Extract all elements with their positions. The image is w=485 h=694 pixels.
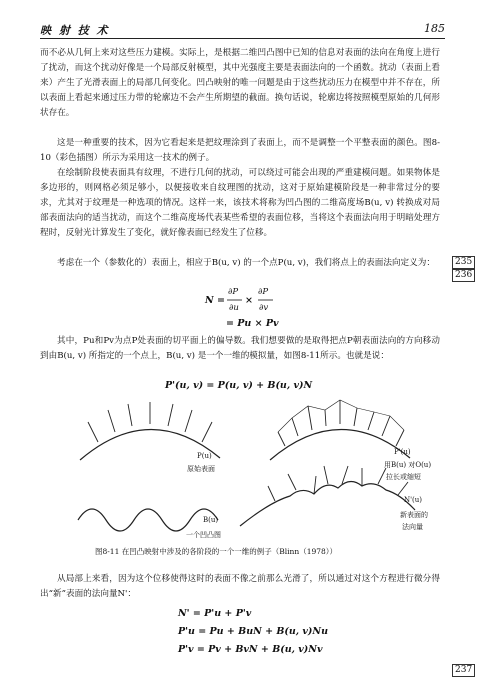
figure-caption: 图8-11 在凹凸映射中涉及的各阶段的一个一维的例子（Blinn（1978）） <box>95 547 338 556</box>
eq-pv-prime: P'v = Pv + BvN + B(u, v)Nv <box>178 644 323 655</box>
figure-8-11 <box>70 398 430 544</box>
displaced-surface-base <box>270 429 410 460</box>
eq-partial-u-den: ∂u <box>229 303 239 313</box>
new-surface-curve <box>240 481 415 526</box>
label-pu-prime: P'(u) <box>394 448 411 456</box>
eq-new-normal: N' = P'u + P'v <box>178 608 252 619</box>
label-new-normal-1: 新表面的 <box>400 511 428 519</box>
running-header <box>40 22 445 39</box>
eq-partial-u-num: ∂P <box>228 287 239 297</box>
paragraph-1: 而不必从几何上来对这些压力建模。实际上，是根据二维凹凸图中已知的信息对表面的法向在角度上进行了扰动，而这个扰动好像是一个局部反射模型，其中光强度主要是表面法向的一个函数。扰动（表面上看来）产生了光滑表面上的局部几何变化。凹凸映射的唯一问题是由于这些扰动压力在模型中并不存在，所以表面上看起来通过压力带的轮廓边不会产生所期望的截面。换句话说，轮廓边将按照模型原始的几何形状存在。 <box>40 48 440 118</box>
label-lengthened-2: 拉长或缩短 <box>386 473 421 481</box>
eq-pu-prime: P'u = Pu + BuN + B(u, v)Nu <box>178 626 329 637</box>
header-page-number: 185 <box>424 22 445 35</box>
paragraph-5: 其中，Pu和Pv为点P处表面的切平面上的偏导数。我们想要做的是取得把点P朝表面法向的方向移动到由B(u, v) 所指定的一个点上，B(u, v) 是一个一维的模拟量，如图8-11所示。也就是说： <box>40 336 440 361</box>
label-lengthened-1: 用B(u) 对O(u) <box>384 461 432 469</box>
label-bu: B(u) <box>203 516 219 524</box>
label-original-surface: 原始表面 <box>187 465 215 473</box>
margin-number-end: 237 <box>452 664 475 677</box>
margin-number-bottom: 236 <box>452 269 475 282</box>
displaced-surface-normals <box>278 400 404 446</box>
label-new-normal-2: 法向量 <box>402 523 423 531</box>
label-pu: P(u) <box>197 452 212 460</box>
header-title: 映 射 技 术 <box>40 24 110 37</box>
paragraph-2: 这是一种重要的技术，因为它看起来是把纹理涂到了表面上，而不是调整一个平整表面的颜色。图8-10（彩色插图）所示为采用这一技术的例子。 <box>40 138 440 163</box>
eq-partial-v-den: ∂v <box>259 303 269 313</box>
eq-normal-cross: = Pu × Pv <box>226 318 279 329</box>
paragraph-6: 从局部上来看，因为这个位移使得这时的表面不像之前那么光滑了，所以通过对这个方程进行微分得出“新”表面的法向量N'： <box>40 574 440 599</box>
margin-number-top: 235 <box>452 256 475 269</box>
fraction-bars <box>226 299 276 303</box>
original-surface-normals <box>88 402 212 442</box>
bump-map-curve <box>78 509 218 531</box>
eq-partial-v-num: ∂P <box>258 287 269 297</box>
eq-displaced-point: P'(u, v) = P(u, v) + B(u, v)N <box>165 380 313 391</box>
paragraph-4: 考虑在一个（参数化的）表面上，相应于B(u, v) 的一个点P(u, v)，我们将点上的表面法向定义为： <box>57 258 435 268</box>
label-nu-prime: N'(u) <box>404 496 423 504</box>
paragraph-3: 在绘制阶段使表面具有纹理，不进行几何的扰动，可以绕过可能会出现的严重建模问题。如果物体是多边形的，则网格必须足够小，以便接收来自纹理图的扰动，这对于原始建模阶段是一种非常过分的要求，尤其对于纹理是一种选项的情况。这样一来，该技术将称为凹凸图的二维高度场B(u, v) 转换成对局部表面法向的适当扰动，而这个二维高度场代表某些希望的表面位移，当将这个表面法向用于明暗处理方程时，反射光计算发生了变化，就好像表面已经发生了位移。 <box>40 168 440 238</box>
eq-normal-lhs: N = <box>205 295 225 306</box>
eq-times: × <box>245 295 253 306</box>
label-bump-map: 一个凹凸图 <box>186 531 221 539</box>
